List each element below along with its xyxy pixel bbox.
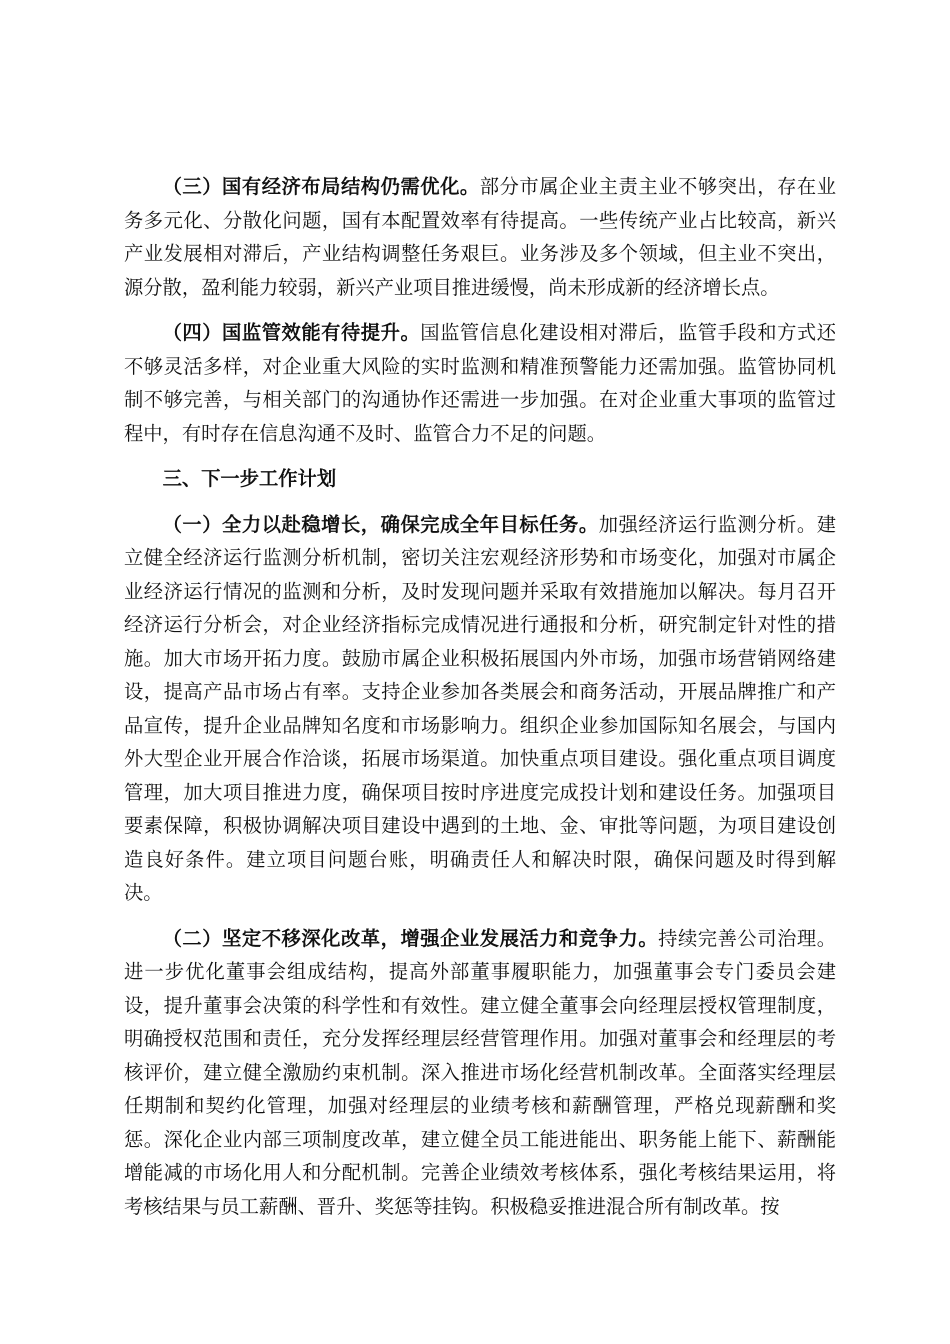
paragraph-body: 加强经济运行监测分析。建立健全经济运行监测分析机制，密切关注宏观经济形势和市场变化，加强对市属企业经济运行情况的监测和分析，及时发现问题并采取有效措施加以解决。每月召开经济运行分析会，对企业经济指标完成情况进行通报和分析，研究制定针对性的措施。加大市场开拓力度。鼓励市属企业积极拓展国内外市场，加强市场营销网络建设，提高产品市场占有率。支持企业参加各类展会和商务活动，开展品牌推广和产品宣传，提升企业品牌知名度和市场影响力。组织企业参加国际知名展会，与国内外大型企业开展合作洽谈，拓展市场渠道。加快重点项目建设。强化重点项目调度管理，加大项目推进力度，确保项目按时序进度完成投计划和建设任务。加强项目要素保障，积极协调解决项目建设中遇到的土地、金、审批等问题，为项目建设创造良好条件。建立项目问题台账，明确责任人和解决时限，确保问题及时得到解决。 (124, 512, 837, 904)
section-heading-next-steps: 三、下一步工作计划 (162, 467, 337, 490)
paragraph-supervision-efficiency (124, 316, 836, 450)
document-page (124, 170, 836, 1235)
paragraph-body: 国监管信息化建设相对滞后，监管手段和方式还不够灵活多样，对企业重大风险的实时监测和精准预警能力还需加强。监管协同机制不够完善，与相关部门的沟通协作还需进一步加强。在对企业重大事项的监管过程中，有时存在信息沟通不及时、监管合力不足的问题。 (124, 321, 836, 445)
paragraph-stable-growth (124, 508, 836, 910)
paragraph-lead: （四）国监管效能有待提升。 (162, 321, 421, 344)
paragraph-deepen-reform (124, 922, 836, 1224)
paragraph-lead: （三）国有经济布局结构仍需优化。 (162, 175, 480, 198)
paragraph-body: 持续完善公司治理。进一步优化董事会组成结构，提高外部董事履职能力，加强董事会专门委员会建设，提升董事会决策的科学性和有效性。建立健全董事会向经理层授权管理制度，明确授权范围和责任，充分发挥经理层经营管理作用。加强对董事会和经理层的考核评价，建立健全激励约束机制。深入推进市场化经营机制改革。全面落实经理层任期制和契约化管理，加强对经理层的业绩考核和薪酬管理，严格兑现薪酬和奖惩。深化企业内部三项制度改革，建立健全员工能进能出、职务能上能下、薪酬能增能减的市场化用人和分配机制。完善企业绩效考核体系，强化考核结果运用，将考核结果与员工薪酬、晋升、奖惩等挂钩。积极稳妥推进混合所有制改革。按 (124, 926, 836, 1218)
paragraph-lead: （一）全力以赴稳增长，确保完成全年目标任务。 (162, 512, 599, 536)
paragraph-layout-structure (124, 170, 836, 304)
paragraph-lead: （二）坚定不移深化改革，增强企业发展活力和竞争力。 (162, 926, 659, 950)
paragraph-body: 部分市属企业主责主业不够突出，存在业务多元化、分散化问题，国有本配置效率有待提高。一些传统产业占比较高，新兴产业发展相对滞后，产业结构调整任务艰巨。业务涉及多个领域，但主业不突出，源分散，盈利能力较弱，新兴产业项目推进缓慢，尚未形成新的经济增长点。 (124, 175, 837, 299)
